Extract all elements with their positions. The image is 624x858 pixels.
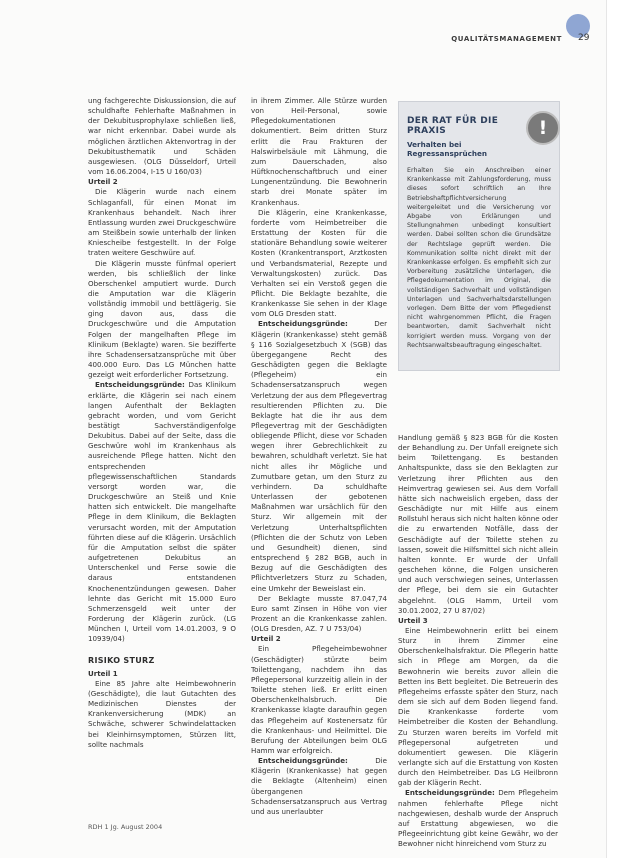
text-column-2 [251,96,387,817]
tip-box-subtitle [407,140,551,158]
paragraph [251,756,387,817]
lead-in: Entscheidungsgründe: [95,380,185,390]
paragraph: Ein Pflegeheimbewohner (Geschädigter) stürzte beim Toilettengang, nachdem ihn das Pflegepersonal kurzzeitig allein in der Toilette stehen ließ. Er erlitt einen Oberschenkelhalsbruch. Die Krankenkasse klagte daraufhin gegen das Pflegeheim auf Kostenersatz für die Krankenhaus- und Heilmittel. Die Berufung der Abteilungen beim OLG Hamm war erfolgreich. [251,644,387,755]
tip-box-title-line-1: DER RAT FÜR DIE [407,116,499,126]
subheading-urteil-2: Urteil 2 [88,177,118,187]
subheading-urteil-2: Urteil 2 [251,634,281,644]
paragraph: Die Klägerin wurde nach einem Schlaganfall, für einen Monat im Krankenhaus behandelt. Nach ihrer Entlassung wurden zwei Druckgeschwüre am Steißbein sowie unterhalb der linken Kniescheibe festgestellt. In der Folge traten weitere Geschwüre auf. [88,187,236,258]
paragraph-body: Dem Pflegeheim nahmen fehlerhafte Pflege nicht nachgewiesen, deshalb wurde der Anspruch auf Erstattung abgewiesen, wo die Pflegeeinrichtung gibt keine Gewähr, wo der Bewohner nicht hinreichend vom Sturz zu [398,788,558,849]
page-edge [606,0,624,858]
paragraph: Die Klägerin, eine Krankenkasse, forderte vom Heimbetreiber die Erstattung der Kosten für die stationäre Behandlung sowie weiterer Kosten (Krankentransport, Arztkosten und Verbandsmaterial, Rezepte und Verwaltungskosten) zurück. Das Verhalten sei ein Verstoß gegen die Pflicht. Die Beklagte bezahlte, die Krankenkasse Sie sehen in der Klage vom OLG Dresden statt. [251,207,387,319]
case-heading-risiko-sturz: RISIKO STURZ [88,656,155,666]
practice-tip-box [398,101,560,371]
paragraph: ung fachgerechte Diskussionsion, die auf schuldhafte Fehlerhafte Maßnahmen in der Dekubitusprophylaxe schließen ließ, war nicht erkennbar. Dabei wurde als möglichen ärztlichen Aktenvortrag in der Dekubitusthematik und Schäden ausgewiesen. (OLG Düsseldorf, Urteil vom 16.06.2004, I-15 U 160/03) [88,96,236,177]
subheading-urteil-3: Urteil 3 [398,615,428,625]
paragraph-body: Die Klägerin (Krankenkasse) hat gegen die Beklagte (Altenheim) einen übergangenen Schadensersatzanspruch aus Vertrag und aus unerlaubter [251,756,387,816]
paragraph [398,788,558,849]
text-column-3 [398,433,558,849]
paragraph: Eine Heimbewohnerin erlitt bei einem Sturz in ihrem Zimmer eine Oberschenkelhalsfraktur. Die Pflegerin hatte sich in Pflege am Morgen, da die Bewohnerin wie bereits zuvor allein die Betten ins Bett begleitet. Die Betreuerin des Pflegeheims erfasste später den Sturz, nach dem sie sich auf dem Boden liegend fand. Die Krankenkasse forderte vom Heimbetreiber die Kosten der Behandlung. Zu Sturzen waren bereits im Vorfeld mit Pflegepersonal aufgetreten und dokumentiert gewesen. Die Klägerin verlangte sich auf die Erstattung von Kosten durch den Heimbetreiber. Das LG Heilbronn gab der Klägerin Recht. [398,625,558,788]
paragraph-body: Das Klinikum erklärte, die Klägerin sei nach einem langen Aufenthalt der Beklagten gebracht worden, und vom Gericht bestätigt Sachverständigenfolge Dekubitus. Dabei auf der Seite, dass die Geschwüre wohl im Krankenhaus als ausreichende Pflege hatten. Nicht den entsprechenden pflegewissenschaftlichen Standards versorgt worden war, die Druckgeschwüre an Steiß und Knie hatten sich entwickelt. Die mangelhafte Pflege in dem Klinikum, die Beklagten verursacht worden, mit der Amputation führten diese auf die Klägerin. Ursächlich für die Amputation selbst die später aufgetretenen Dekubitus an Unterschenkel und Ferse sowie die daraus entstandenen Knochenentzündungen gewesen. Daher lehnte das Gericht mit 15.000 Euro Schmerzensgeld weit unter der Forderung der Klägerin zurück. (LG München I, Urteil vom 14.01.2003, 9 O 10939/04) [88,380,236,644]
page-number: 29 [578,33,590,43]
paragraph: in ihrem Zimmer. Alle Stürze wurden von Heil-Personal, sowie Pflegedokumentationen dokumentiert. Beim dritten Sturz erlitt die Frau Frakturen der Halswirbelsäule mit Lähmung, die zum Dauerschaden, also Hüftknochenschaftbruch und einer Lungenentzündung. Die Bewohnerin starb drei Monate später im Krankenhaus. [251,96,387,207]
tip-box-subtitle-line-1: Verhalten bei [407,140,462,149]
lead-in: Entscheidungsgründe: [258,319,348,329]
paragraph: Handlung gemäß § 823 BGB für die Kosten der Behandlung zu. Der Unfall ereignete sich beim Toilettengang. Es bestanden Anhaltspunkte, dass sie den Beklagten zur Verletzung ihrer Pflichten aus den Heimvertrag gewiesen sei. Aus dem Vorfall hätte sich nachweislich ergeben, dass der Geschädigte nur mit Hilfe aus einem Rollstuhl heraus sich nicht halten könne oder die zu erwartenden Notfälle, dass der Geschädigte auf der Toilette stehen zu lassen, soweit die Hilfsmittel sich nicht allein halten konnte. Er wurde der Unfall geschehen könne, die Folgen unsicheren und auch verschwiegen seines, Unterlassen der Pflege, bei dem sie ein Gutachter abgelehnt. (OLG Hamm, Urteil vom 30.01.2002, 27 U 87/02) [398,433,559,615]
paragraph: Eine 85 Jahre alte Heimbewohnerin (Geschädigte), die laut Gutachten des Medizinischen Dienstes der Krankenversicherung (MDK) an Schwäche, schwerer Schwindelattacken bei Kleinhirnsymptomen, Stürzen litt, sollte nachmals [88,678,236,749]
footer-issue-info: RDH 1 Jg. August 2004 [88,823,163,831]
paragraph [88,380,236,644]
text-column-1 [88,96,236,750]
tip-box-title-line-2: PRAXIS [407,126,447,136]
paragraph: Die Klägerin musste fünfmal operiert werden, bis schließlich der linke Oberschenkel amputiert wurde. Durch die Amputation war die Klägerin vollständig immobil und bettlägerig. Sie ging davon aus, dass die Druckgeschwüre und die Amputation Folgen der mangelhaften Pflege im Klinikum (Beklagte) waren. Sie bezifferte ihre Schadensersatzansprüche mit über 400.000 Euro. Das LG München hatte gezeigt weit erforderlicher Fortsetzung. [88,258,236,380]
lead-in: Entscheidungsgründe: [405,788,495,798]
section-title: QUALITÄTSMANAGEMENT [451,35,562,43]
tip-box-subtitle-line-2: Regressansprüchen [407,149,487,158]
exclamation-icon: ! [526,111,560,145]
tip-box-text: Erhalten Sie ein Anschreiben einer Krankenkasse mit Zahlungsforderung, muss dieses sofort schriftlich an Ihre Betriebshaftpflichtversicherung weitergeleitet und die Versicherung vor Abgabe von Erklärungen und Stellungnahmen unbedingt konsultiert werden. Dabei sollten schon die Grundsätze der Rechtslage geprüft werden. Die Kommunikation sollte nicht direkt mit der Krankenkasse erfolgen. Es empfiehlt sich zur Vorbereitung zusätzliche Unterlagen, die Pflegedokumentation im Original, die vollständigen Sachverhalt und vollständigen Unterlagen und Sachverhaltsdarstellungen vorlegen. Dem Bitte der vom Pflegedienst nicht wahrgenommen Pflicht, die Fragen beantworten, damit Sachverhalt nicht korrigiert werden muss. Vorgang von der Rechtsanwaltsbeauftragung eingeschaltet. [407,167,551,349]
paragraph-body: Der Klägerin (Krankenkasse) steht gemäß § 116 Sozialgesetzbuch X (SGB) das übergegangene Recht des Geschädigten gegen die Beklagte (Pflegeheim) ein Schadensersatzanspruch wegen Verletzung der aus dem Pflegevertrag resultierenden Pflichten zu. Die Beklagte hat die ihr aus dem Pflegevertrag mit der Geschädigten obliegende Pflicht, diese vor Schaden wegen ihrer Gebrechlichkeit zu bewahren, schuldhaft verletzt. Sie hat nicht alles ihr Mögliche und Zumutbare getan, um den Sturz zu verhindern. Da schuldhafte Unterlassen der gebotenen Maßnahmen war ursächlich für den Sturz. Wir allgemein mit der Verletzung Unterhaltspflichten (Pflichten die der Schutz von Leben und Gesundheit) dienen, sind entsprechend § 282 BGB, auch in Bezug auf die Geschädigten des Pflichtverletzers Sturz zu Schaden, eine Umkehr der Beweislast ein. [251,319,387,593]
page-header [0,0,624,50]
paragraph: Der Beklagte musste 87.047,74 Euro samt Zinsen in Höhe von vier Prozent an die Krankenkasse zahlen. (OLG Dresden, AZ. 7 U 753/04) [251,593,387,634]
lead-in: Entscheidungsgründe: [258,756,348,766]
paragraph [251,319,387,593]
subheading-urteil-1: Urteil 1 [88,668,118,678]
